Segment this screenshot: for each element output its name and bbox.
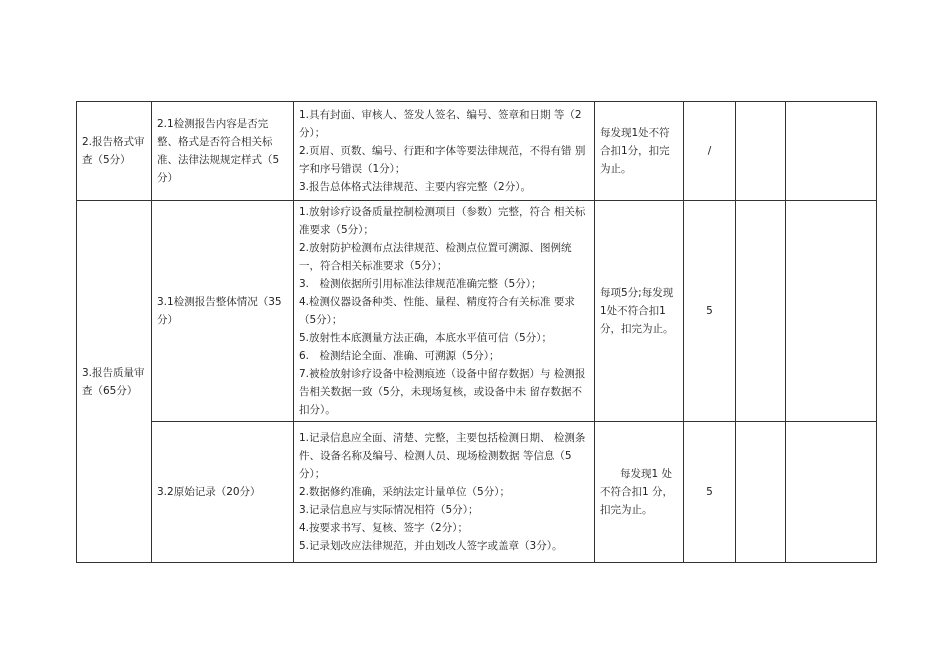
item-cell: 2.1检测报告内容是否完整、格式是否符合相关标准、法律法规规定样式（5分） (152, 102, 294, 201)
empty-cell (786, 102, 877, 201)
table-row (77, 201, 877, 422)
requirements-cell (294, 422, 595, 563)
category-cell: 2.报告格式审查（5分） (77, 102, 152, 201)
requirements-cell (294, 201, 595, 422)
score-cell: / (684, 102, 736, 201)
requirements-cell (294, 102, 595, 201)
requirement-line: 3.记录信息应与实际情况相符（5分）； (299, 504, 479, 516)
item-cell: 3.1检测报告整体情况（35分） (152, 201, 294, 422)
empty-cell (786, 422, 877, 563)
requirement-line: 3.报告总体格式法律规范、主要内容完整（2分）。 (299, 181, 531, 193)
requirement-line: 1.具有封面、审核人、签发人签名、编号、签章和日期 等（2分）； (299, 109, 582, 139)
requirement-line: 7.被检放射诊疗设备中检测痕迹（设备中留存数据）与 检测报告相关数据一致（5分，未现场复核，或设备中未 留存数据不扣分）。 (299, 368, 586, 416)
review-table (76, 101, 877, 563)
requirement-line: 2.数据修约准确，采纳法定计量单位（5分）； (299, 486, 510, 498)
empty-cell (786, 201, 877, 422)
score-cell: 5 (684, 422, 736, 563)
requirement-line: 6. 检测结论全面、准确、可溯源（5分）； (299, 350, 500, 362)
empty-cell (736, 201, 786, 422)
requirement-line: 3. 检测依据所引用标准法律规范准确完整（5分）； (299, 278, 542, 290)
score-cell: 5 (684, 201, 736, 422)
requirement-line: 1.放射诊疗设备质量控制检测项目（参数）完整，符合 相关标准要求（5分）； (299, 206, 586, 236)
requirement-line: 5.放射性本底测量方法正确，本底水平值可信（5分）； (299, 332, 552, 344)
requirement-line: 1.记录信息应全面、清楚、完整，主要包括检测日期、 检测条件、设备名称及编号、检测人员、现场检测数据 等信息（5分）； (299, 432, 586, 480)
requirement-line: 5.记录划改应法律规范，并由划改人签字或盖章（3分）。 (299, 540, 563, 552)
table-row (77, 422, 877, 563)
requirement-line: 4.检测仪器设备种类、性能、量程、精度符合有关标准 要求（5分）； (299, 296, 575, 326)
requirement-line: 4.按要求书写、复核、签字（2分）； (299, 522, 468, 534)
requirement-line: 2.页眉、页数、编号、行距和字体等要法律规范，不得有错 别字和序号错误（1分）； (299, 145, 586, 175)
requirement-line: 2.放射防护检测布点法律规范、检测点位置可溯源、图例统 一，符合相关标准要求（5分）； (299, 242, 572, 272)
deduction-rule-cell: 每发现1处不符合扣1分，扣完为止。 (595, 102, 684, 201)
empty-cell (736, 422, 786, 563)
deduction-rule-cell: 每发现1 处不符合扣1 分，扣完为止。 (595, 422, 684, 563)
empty-cell (736, 102, 786, 201)
category-cell: 3.报告质量审查（65分） (77, 201, 152, 563)
item-cell: 3.2原始记录（20分） (152, 422, 294, 563)
table-row (77, 102, 877, 201)
deduction-rule-cell: 每项5分;每发现1处不符合扣1分，扣完为止。 (595, 201, 684, 422)
